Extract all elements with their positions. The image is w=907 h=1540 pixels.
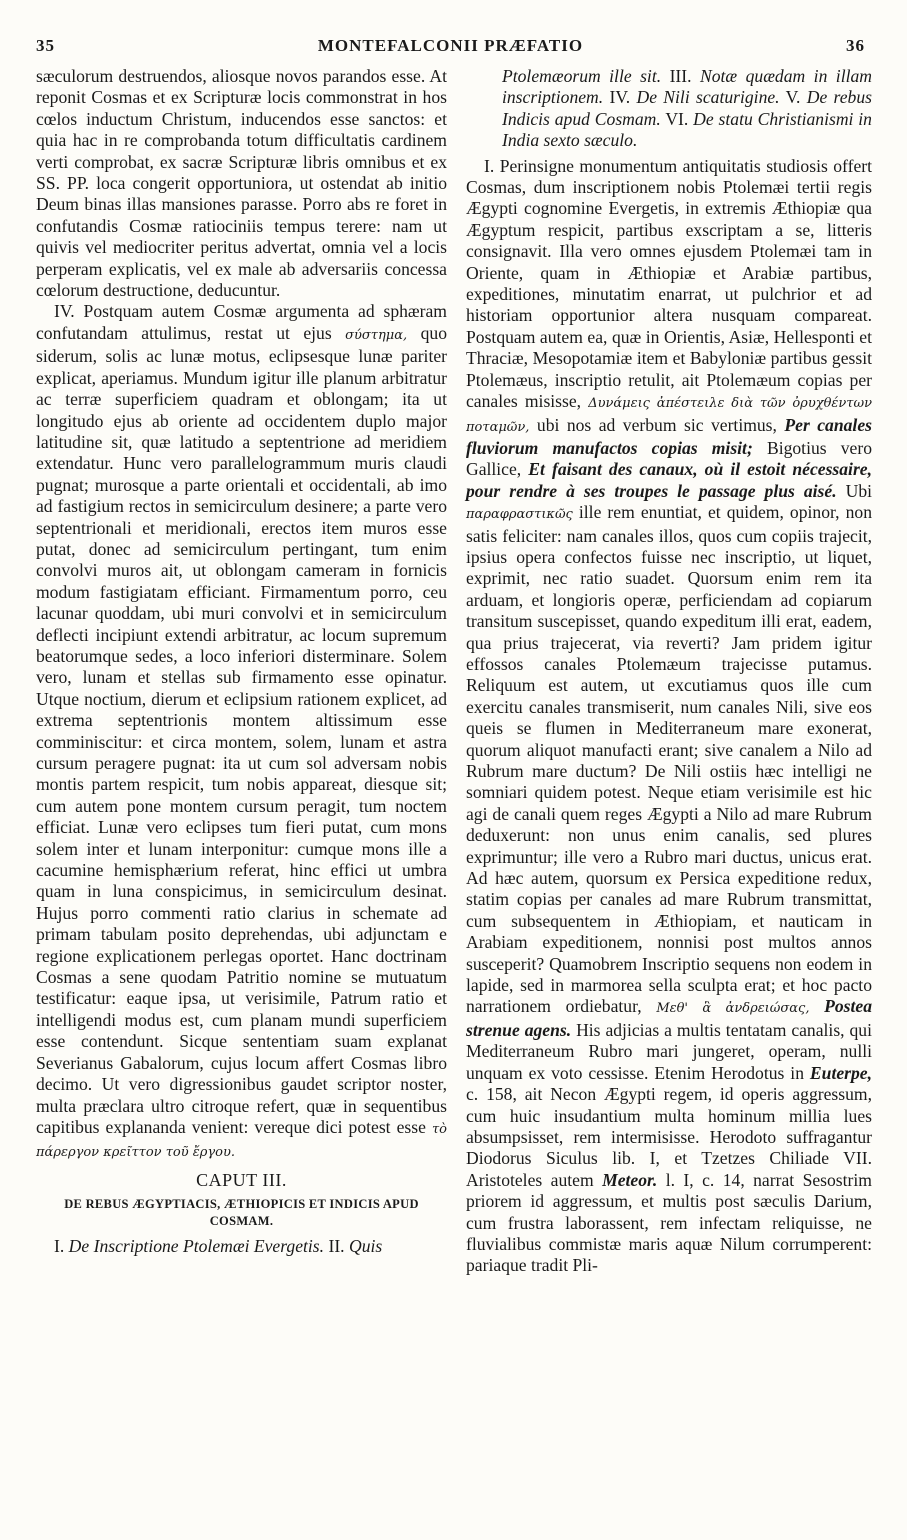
- text-run: I. Perinsigne monumentum antiquitatis studiosis offert Cosmas, dum inscriptionem nobis Ptolemæi tertii regis Ægypti cognomine Evergetis, in extremis Æthiopiæ qua Ægyptum respicit, partibus exscriptam a se, litteris consignavit. Illa vero omnes ejusdem Ptolemæi tam in Oriente, quam in Æthiopiæ et Arabiæ partibus, expeditiones, minutatim enarrat, ut pulchrior et ad historiam opportunior altera nusquam compareat. Postquam autem ea, quæ in Orientis, Asiæ, Hellesponti et Thraciæ, Mesopotamiæ item et Babyloniæ partibus gessit Ptolemæus, inscriptio retulit, ait Ptolemæum copias per canales misisse,: [466, 155, 872, 412]
- summary-num: VI.: [665, 108, 689, 129]
- text-run: His adjicias a multis tentatam canalis, qui Mediterraneum Rubro mari jungeret, operam, nulli unquam ex voto cessisse. Etenim Herodotus in: [466, 1019, 872, 1083]
- paragraph-section-i: [466, 156, 872, 1277]
- summary-item: De statu Christianismi in India sexto sæculo.: [502, 108, 872, 151]
- left-column: [36, 66, 447, 1258]
- summary-item: Notæ quædam in illam inscriptionem.: [502, 66, 872, 108]
- chapter-title: CAPUT III.: [196, 1169, 287, 1190]
- summary-item: De Inscriptione Ptolemæi Evergetis.: [68, 1236, 325, 1257]
- page-header: [36, 36, 865, 62]
- text-run: Bigotius vero Gallice,: [466, 437, 873, 480]
- summary-item: De Nili scaturigine.: [636, 87, 780, 108]
- summary-num: IV.: [609, 87, 631, 108]
- emphasis-run: Euterpe,: [809, 1062, 872, 1083]
- right-column: [466, 66, 872, 1277]
- paragraph-continuation: sæculorum destruendos, aliosque novos parandos esse. At reponit Cosmas et ex Scripturæ locis commonstrat in hos cœlos inductum Christum, inducendos esse sanctos: et quia hac in re comprobanda totum difficultatis cardinem verti comprobat, ex sacræ Scripturæ libris omnibus et ex SS. PP. loca congerit opportuniora, ut ostendat ab initio Deum binas illas mansiones parasse. Porro abs re foret in confutandis Cosmæ ratiociniis tempus terere: nam ut quivis vel mediocriter peritus advertat, omnia vel a locis perperam explicatis, vel ex male ab adversariis concessa cœlorum destructione, deducuntur.: [36, 66, 447, 301]
- text-run: quo siderum, solis ac lunæ motus, eclipsesque lunæ pariter explicat, aperiamus. Mundum igitur ille planum arbitratur ac terræ superficiem quadram et oblongam; ita ut longitudo ejus ab oriente ad occidentem duplo major latitudine sit, quæ latitudo a septentrione ad meridiem extendatur. Hunc vero parallelogrammum muris claudi pugnat; murosque a parte orientali et occidentali, ab imo ad fastigium rectos in semicirculum desinere; a parte vero septentrionali et meridionali, erectos item muros esse putat, donec ad semicirculum pertingant, tum enim convolvi muros ait, ut oblongam cameram in fornicis modum fastigiatam efficiant. Firmamentum porro, ceu lacunar quoddam, ubi muri convolvi et in semicirculum deflecti incipiunt extendi arbitratur, ac locum supremum beatorumque sedes, a loco inferiori disterminare. Solem vero, lunam et stellas sub firmamento esse opinatur. Utque noctium, dierum et eclipsium rationem explicet, ad extrema septentrionis montem altissimum esse comminiscitur: et circa montem, solem, lunam et astra cursum peragere pugnat: ita ut cum sol adversam nobis montis partem respicit, tum nobis appareat, diesque sit; cum autem pone montem cursum peragit, tum noctem efficiat. Lunæ vero eclipses tum fieri putat, cum mons solem inter et lunam interponitur: cumque mons ille a cacumine hemisphærium referat, hinc effici ut umbra quam in luna conspicimus, in semicirculum desinat. Hujus porro commenti ratio clarius in schemate ad primam tabulam posito deprehendas, ubi adjunctam e regione explicationem perlegas oportet. Hanc doctrinam Cosmas a sene quodam Patritio nomine se mutuatum testificatur: eaque ipsa, ut verisimile, Patrum ratio et intelligendi modus est, cum planam mundi superficiem esse contendunt. Sicque sententiam suam explanat Severianus Gabalorum, cujus locum affert Cosmas libro decimo. Ut vero digressionibus gaudet scriptor noster, multa præclara ultro citroque refert, quæ in sequentibus capitibus explananda venient: vereque dici potest esse: [36, 322, 448, 1137]
- summary-num: V.: [785, 87, 801, 108]
- summary-num: II.: [328, 1236, 345, 1257]
- emphasis-run: Postea strenue agens.: [466, 996, 872, 1040]
- summary-num: I.: [54, 1236, 65, 1257]
- chapter-summary-continued: [466, 66, 872, 152]
- summary-item: Quis: [349, 1236, 383, 1257]
- text-run: Ubi: [845, 480, 872, 501]
- text-run: l. I, c. 14, narrat Sesostrim priorem id aggressum, et multis post sæculis Darium, cum frustra laborassent, rem infectam reliquisse, ne fluvialibus commistæ maris aquæ Nilum corrumperent: pariaque tradit Pli-: [466, 1169, 872, 1276]
- greek-phrase: Δυνάμεις ἀπέστειλε διὰ τῶν ὀρυχθέντων ποταμῶν,: [466, 396, 872, 435]
- summary-item: Ptolemæorum ille sit.: [502, 66, 662, 86]
- text-run: ubi nos ad verbum sic vertimus,: [536, 414, 777, 435]
- chapter-subtitle: DE REBUS ÆGYPTIACIS, ÆTHIOPICIS ET INDICIS APUD COSMAM.: [64, 1197, 419, 1229]
- text-run: ille rem enuntiat, et quidem, opinor, non satis feliciter: nam canales illos, quos cum copiis trajecit, ipsius opera confectos fuisse nec inscriptio, ut liquet, exprimit, nec ratio suadet. Quorsum enim rem ita arduam, et longioris operæ, perficiendam ad copiarum transitum suscepisset, quando expeditum illi erat, eadem, qua prius trajecerat, via reverti? Jam pridem igitur effossos canales Ptolemæum trajecisse putamus. Reliquum est autem, ut excutiamus quos ille cum exercitu canales transmiserit, num canales Nili, sive eos queis se flumen in Mediterraneum mare exonerat, quorum aliquot manufacti erant; sive canalem a Nilo ad Rubrum mare ductum? De Nili ostiis hæc intelligi ne somniari quidem potest. Neque etiam verisimile est hic agi de canali quem reges Ægypti a Nilo ad mare Rubrum deduxerunt: non unus enim canalis, sed plures exprimuntur; ille vero a Rubro mari ductus, unicus erat. Ad hæc autem, quorsum ex Persica expeditione redux, statim copias per canales ad mare Rubrum transmittat, cum subsequentem in Æthiopiam, et nauticam in Arabiam expeditionem, nonnisi post multos annos susceperit? Quamobrem Inscriptio sequens non eodem in lapide, sed in marmorea sella sculpta erat; et hoc pacto narrationem ordiebatur,: [466, 502, 872, 1017]
- greek-term: παραφραστικῶς: [466, 507, 573, 523]
- text-run: c. 158, ait Necon Ægypti regem, id operis aggressum, cum huic insudantium multa hominum millia lues absumpsisset, rem intermisisse. Herodoto suffragantur Diodorus Siculus lib. I, et Tzetzes Chiliade VII. Aristoteles autem: [466, 1084, 872, 1190]
- summary-num: III.: [669, 66, 692, 86]
- chapter-summary: [36, 1236, 447, 1257]
- emphasis-run: Per canales fluviorum manufactos copias misit;: [466, 414, 872, 458]
- running-title: MONTEFALCONII PRÆFATIO: [317, 36, 584, 55]
- summary-item: De rebus Indicis apud Cosmam.: [502, 87, 872, 129]
- emphasis-run: Et faisant des canaux, où il estoit nécessaire, pour rendre à ses troupes le passage plus aisé.: [466, 459, 872, 501]
- greek-term: σύστημα,: [345, 327, 408, 343]
- greek-phrase: Μεθ' ἃ ἀνδρειώσας,: [656, 1001, 810, 1017]
- greek-phrase: τὸ πάρεργον κρεῖττον τοῦ ἔργου.: [36, 1121, 447, 1161]
- emphasis-run: Meteor.: [602, 1169, 658, 1190]
- paragraph-section-iv: [36, 301, 447, 1163]
- text-run: IV. Postquam autem Cosmæ argumenta ad sphæram confutandam attulimus, restat ut ejus: [36, 301, 447, 343]
- page-number-right: 36: [846, 36, 865, 55]
- page-number-left: 35: [36, 36, 55, 55]
